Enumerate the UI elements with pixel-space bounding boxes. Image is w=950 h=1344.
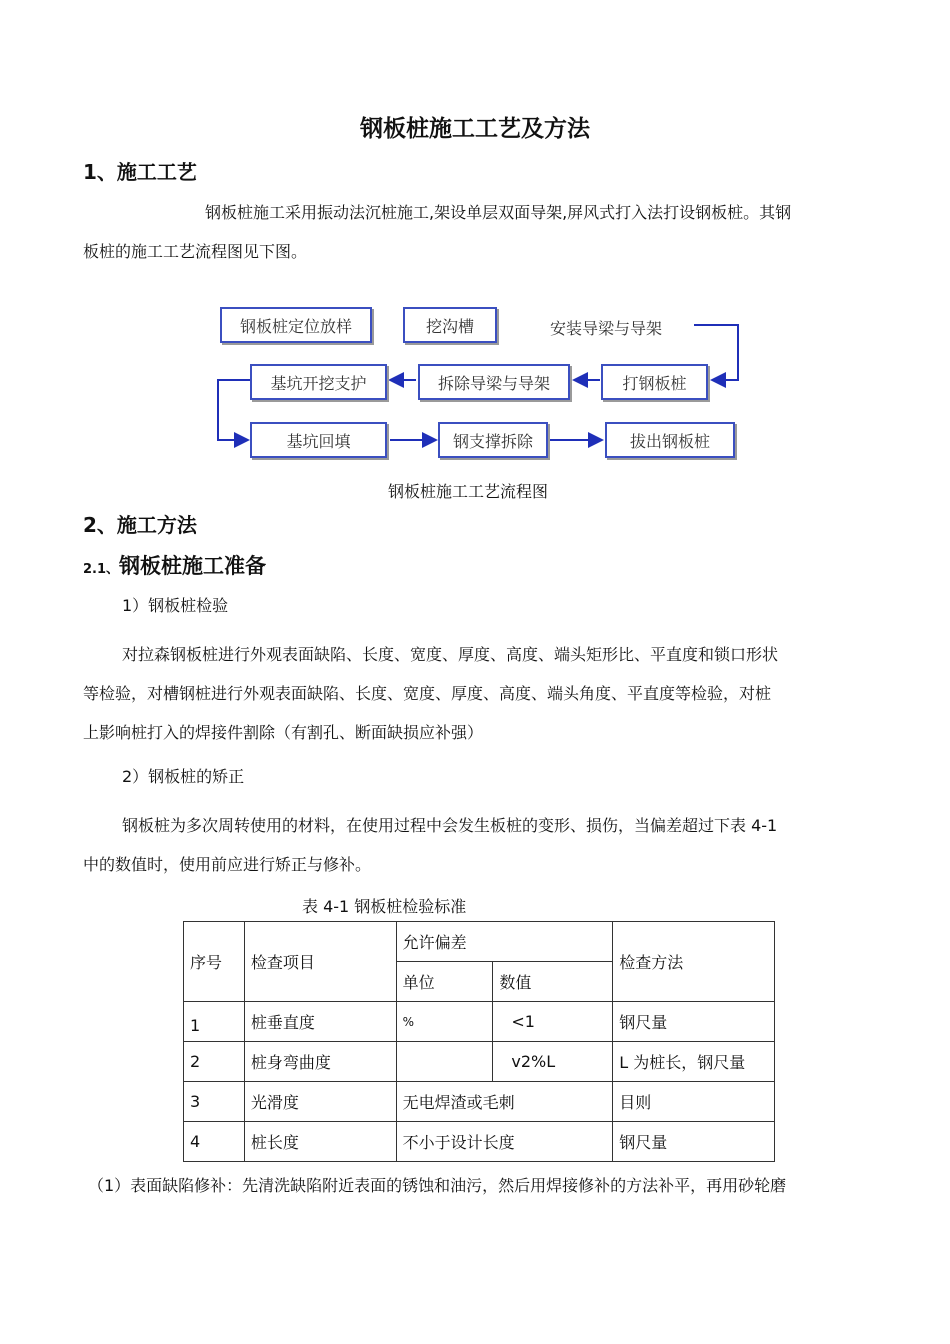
cell-value: v2%L	[493, 1042, 613, 1082]
subsection-2-1	[83, 550, 266, 580]
header-seq: 序号	[184, 922, 245, 1002]
flow-box-backfill-label: 基坑回填	[286, 431, 351, 451]
subsection-title: 钢板桩施工准备	[119, 554, 267, 578]
flow-box-extract-piles-label: 拔出钢板桩	[629, 431, 710, 451]
section1-paragraph-line1: 钢板桩施工采用振动法沉桩施工,架设单层双面导架,屏风式打入法打设钢板桩。其钢	[205, 203, 792, 222]
header-method: 检查方法	[613, 922, 775, 1002]
process-flowchart	[210, 300, 750, 470]
arrow-b6-b7	[218, 380, 250, 440]
table-row	[184, 1082, 775, 1122]
table-row	[184, 1122, 775, 1162]
item2-line2: 中的数值时，使用前应进行矫正与修补。	[83, 855, 372, 874]
section2-heading: 2、施工方法	[83, 513, 197, 537]
footer-paragraph-line: （1）表面缺陷修补：先清洗缺陷附近表面的锈蚀和油污，然后用焊接修补的方法补平，再用砂轮磨	[88, 1176, 787, 1195]
cell-item: 光滑度	[244, 1082, 396, 1122]
item1-line3: 上影响桩打入的焊接件割除（有割孔、断面缺损应补强）	[83, 723, 484, 742]
cell-seq: 4	[184, 1122, 245, 1162]
section1-paragraph-line2: 板桩的施工工艺流程图见下图。	[83, 242, 308, 261]
flow-box-trench-label: 挖沟槽	[425, 316, 474, 336]
subsection-number: 2.1、	[83, 562, 120, 577]
header-tolerance: 允许偏差	[396, 922, 613, 962]
table-caption: 表 4-1 钢板桩检验标准	[302, 897, 467, 916]
table-row	[184, 1042, 775, 1082]
cell-method: L 为桩长，钢尺量	[613, 1042, 775, 1082]
table-header-row	[184, 922, 775, 962]
cell-merged: 无电焊渣或毛刺	[396, 1082, 613, 1122]
cell-item: 桩垂直度	[244, 1002, 396, 1042]
cell-item: 桩身弯曲度	[244, 1042, 396, 1082]
flow-box-remove-guide-label: 拆除导梁与导架	[437, 373, 550, 393]
cell-method: 钢尺量	[613, 1002, 775, 1042]
flow-box-excavation-label: 基坑开挖支护	[270, 373, 367, 393]
inspection-standard-table	[183, 921, 775, 1162]
cell-item: 桩长度	[244, 1122, 396, 1162]
header-value: 数值	[493, 962, 613, 1002]
cell-unit: %	[396, 1002, 493, 1042]
flowchart-caption: 钢板桩施工工艺流程图	[388, 482, 549, 501]
cell-method: 目则	[613, 1082, 775, 1122]
flow-box-trench	[403, 307, 497, 343]
cell-seq: 2	[184, 1042, 245, 1082]
item1-line2: 等检验，对槽钢桩进行外观表面缺陷、长度、宽度、厚度、高度、端头角度、平直度等检验，对桩	[83, 684, 772, 703]
cell-value: <1	[493, 1002, 613, 1042]
cell-method: 钢尺量	[613, 1122, 775, 1162]
flow-box-remove-struts-label: 钢支撑拆除	[452, 431, 533, 451]
flow-box-extract-piles	[605, 422, 735, 458]
cell-seq: 1	[184, 1002, 245, 1042]
flow-box-backfill	[250, 422, 387, 458]
flow-box-remove-guide	[418, 364, 570, 400]
header-item: 检查项目	[244, 922, 396, 1002]
flow-box-excavation	[250, 364, 387, 400]
flow-box-remove-struts	[438, 422, 548, 458]
flow-box-drive-piles	[601, 364, 708, 400]
flow-box-drive-piles-label: 打钢板桩	[622, 373, 687, 393]
flow-text-install-guide: 安装导梁与导架	[550, 319, 663, 338]
flow-box-positioning	[220, 307, 372, 343]
item2-heading: 2）钢板桩的矫正	[122, 767, 245, 786]
cell-seq: 3	[184, 1082, 245, 1122]
flow-box-positioning-label: 钢板桩定位放样	[239, 316, 352, 336]
table-row	[184, 1002, 775, 1042]
document-title: 钢板桩施工工艺及方法	[360, 116, 590, 142]
item2-line1: 钢板桩为多次周转使用的材料，在使用过程中会发生板桩的变形、损伤，当偏差超过下表 4-1	[122, 816, 778, 835]
header-unit: 单位	[396, 962, 493, 1002]
item1-line1: 对拉森钢板桩进行外观表面缺陷、长度、宽度、厚度、高度、端头矩形比、平直度和锁口形状	[122, 645, 779, 664]
cell-unit	[396, 1042, 493, 1082]
item1-heading: 1）钢板桩检验	[122, 596, 229, 615]
cell-merged: 不小于设计长度	[396, 1122, 613, 1162]
section1-heading: 1、施工工艺	[83, 160, 197, 184]
